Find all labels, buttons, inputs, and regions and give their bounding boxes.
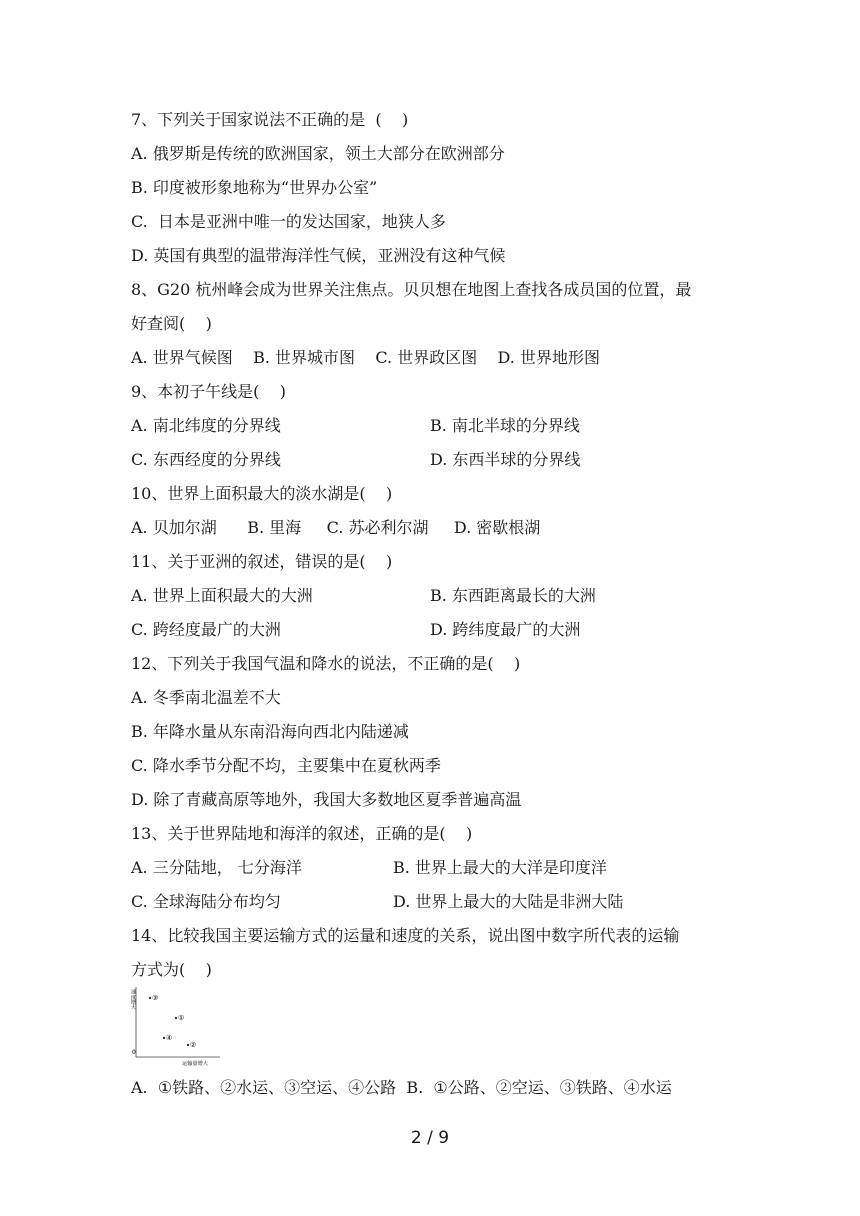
point-3-label: ③ xyxy=(152,994,159,1002)
point-1-dot xyxy=(175,1017,177,1019)
q9-option-c: C. 东西经度的分界线 xyxy=(131,450,281,469)
q9-option-d: D. 东西半球的分界线 xyxy=(430,450,581,469)
point-2-label: ② xyxy=(190,1041,197,1049)
q9-option-a: A. 南北纬度的分界线 xyxy=(131,416,281,435)
y-axis-label: 速度增大 xyxy=(130,989,136,1010)
point-3-dot xyxy=(149,997,151,999)
q13-option-c: C. 全球海陆分布均匀 xyxy=(131,892,281,911)
q9-option-b: B. 南北半球的分界线 xyxy=(430,416,580,435)
q9-stem: 9、本初子午线是( ) xyxy=(131,382,287,401)
q8-options: A. 世界气候图 B. 世界城市图 C. 世界政区图 D. 世界地形图 xyxy=(131,348,600,367)
q7-option-d: D. 英国有典型的温带海洋性气候，亚洲没有这种气候 xyxy=(131,246,506,265)
point-2-dot xyxy=(187,1044,189,1046)
q11-option-a: A. 世界上面积最大的大洲 xyxy=(131,586,313,605)
q8-stem-line2: 好查阅( ) xyxy=(131,314,212,333)
x-axis-label: 运输量增大 xyxy=(182,1061,208,1067)
q11-stem: 11、关于亚洲的叙述，错误的是( ) xyxy=(131,552,393,571)
q12-option-b: B. 年降水量从东南沿海向西北内陆递减 xyxy=(131,722,409,741)
q11-option-d: D. 跨纬度最广的大洲 xyxy=(430,620,581,639)
q13-option-a: A. 三分陆地， 七分海洋 xyxy=(131,858,302,877)
q13-option-b: B. 世界上最大的大洋是印度洋 xyxy=(393,858,607,877)
page-number: 2 / 9 xyxy=(410,1128,450,1148)
q10-options: A. 贝加尔湖 B. 里海 C. 苏必利尔湖 D. 密歇根湖 xyxy=(131,518,541,537)
q7-stem: 7、下列关于国家说法不正确的是 ( ) xyxy=(131,110,409,129)
q14-options: A. ①铁路、②水运、③空运、④公路 B. ①公路、②空运、③铁路、④水运 xyxy=(131,1078,672,1097)
q10-stem: 10、世界上面积最大的淡水湖是( ) xyxy=(131,484,393,503)
q12-option-c: C. 降水季节分配不均，主要集中在夏秋两季 xyxy=(131,756,441,775)
q13-option-d: D. 世界上最大的大陆是非洲大陆 xyxy=(393,892,624,911)
q7-option-c: C. 日本是亚洲中唯一的发达国家，地狭人多 xyxy=(131,212,446,231)
point-4-label: ④ xyxy=(166,1034,173,1042)
q8-stem-line1: 8、G20 杭州峰会成为世界关注焦点。贝贝想在地图上查找各成员国的位置，最 xyxy=(131,280,692,299)
origin-label: 0 xyxy=(132,1049,136,1056)
point-4-dot xyxy=(163,1037,165,1039)
q13-stem: 13、关于世界陆地和海洋的叙述，正确的是( ) xyxy=(131,824,473,843)
q7-option-b: B. 印度被形象地称为“世界办公室” xyxy=(131,178,378,197)
q7-option-a: A. 俄罗斯是传统的欧洲国家，领土大部分在欧洲部分 xyxy=(131,144,505,163)
q14-stem-line1: 14、比较我国主要运输方式的运量和速度的关系，说出图中数字所代表的运输 xyxy=(131,926,680,945)
q12-option-d: D. 除了青藏高原等地外，我国大多数地区夏季普遍高温 xyxy=(131,790,522,809)
q14-stem-line2: 方式为( ) xyxy=(131,960,212,979)
point-1-label: ① xyxy=(178,1014,185,1022)
q11-option-c: C. 跨经度最广的大洲 xyxy=(131,620,281,639)
q12-option-a: A. 冬季南北温差不大 xyxy=(131,688,281,707)
q11-option-b: B. 东西距离最长的大洲 xyxy=(430,586,596,605)
q12-stem: 12、下列关于我国气温和降水的说法，不正确的是( ) xyxy=(131,654,521,673)
transport-figure xyxy=(130,985,222,1067)
